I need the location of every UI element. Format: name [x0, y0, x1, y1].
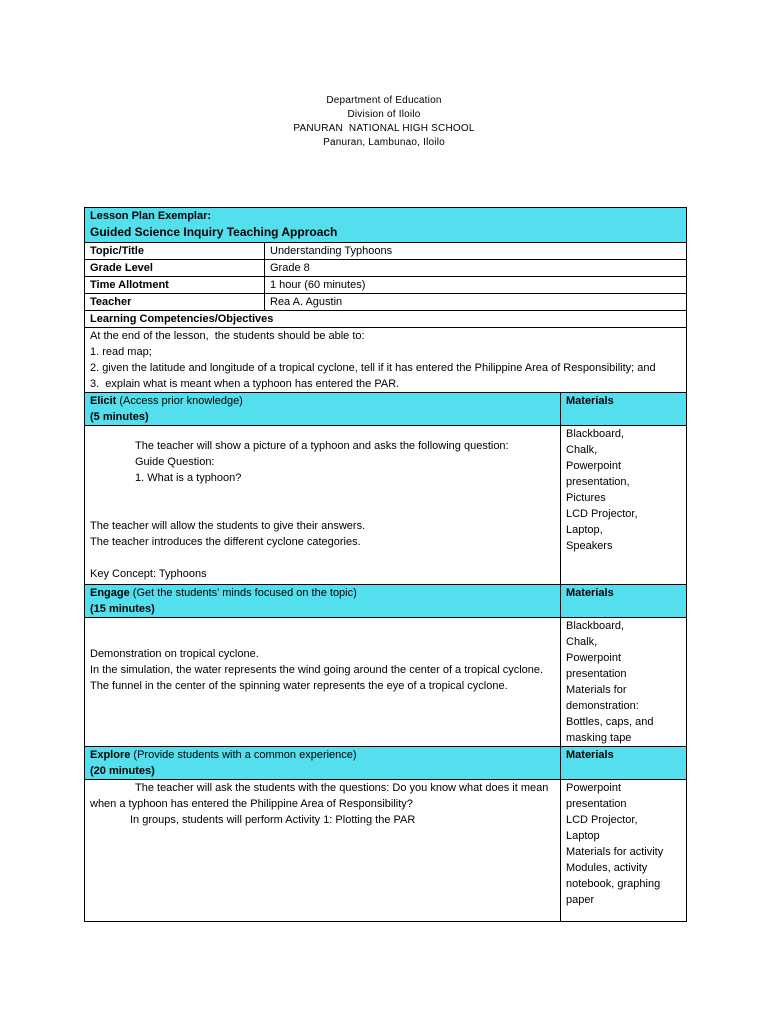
plan-title-cell — [85, 208, 687, 243]
engage-materials-list — [561, 618, 687, 747]
explore-body — [85, 780, 561, 922]
time-value: 1 hour (60 minutes) — [265, 277, 687, 294]
explore-line-1: The teacher will ask the students with the questions: Do you know what does it mean when a typhoon has entered the Philippine Area of Responsibility? — [90, 782, 549, 810]
engage-material: masking tape — [566, 732, 632, 744]
engage-materials-label: Materials — [561, 585, 687, 618]
explore-heading: Explore — [90, 749, 131, 761]
objective-item-3: 3. explain what is meant when a typhoon has entered the PAR. — [90, 378, 400, 390]
explore-heading-cell — [85, 747, 561, 780]
engage-material: Materials for — [566, 684, 627, 696]
elicit-body — [85, 426, 561, 585]
objective-item-2: 2. given the latitude and longitude of a tropical cyclone, tell if it has entered the Philippine Area of Responsibility; and — [90, 362, 656, 374]
engage-material: demonstration: — [566, 700, 639, 712]
objectives-intro: At the end of the lesson, the students should be able to: — [90, 330, 365, 342]
elicit-duration: (5 minutes) — [90, 411, 149, 423]
objectives-heading: Learning Competencies/Objectives — [85, 311, 687, 328]
topic-value: Understanding Typhoons — [265, 243, 687, 260]
elicit-material: LCD Projector, — [566, 508, 638, 520]
elicit-line-3: 1. What is a typhoon? — [135, 472, 242, 484]
explore-materials-list — [561, 780, 687, 922]
engage-heading-desc: (Get the students’ minds focused on the topic) — [129, 587, 357, 599]
explore-material: Modules, activity — [566, 862, 648, 874]
elicit-material: Chalk, — [566, 444, 598, 456]
time-label: Time Allotment — [85, 277, 265, 294]
explore-material: LCD Projector, — [566, 814, 638, 826]
elicit-material: Pictures — [566, 492, 606, 504]
elicit-material: presentation, — [566, 476, 630, 488]
elicit-material: Blackboard, — [566, 428, 625, 440]
document-header — [0, 94, 768, 150]
grade-value: Grade 8 — [265, 260, 687, 277]
teacher-label: Teacher — [85, 294, 265, 311]
engage-material: presentation — [566, 668, 627, 680]
header-school: PANURAN NATIONAL HIGH SCHOOL — [293, 123, 475, 134]
grade-label: Grade Level — [85, 260, 265, 277]
engage-body — [85, 618, 561, 747]
elicit-material: Laptop, — [566, 524, 603, 536]
elicit-line-1: The teacher will show a picture of a typhoon and asks the following question: — [135, 440, 509, 452]
elicit-material: Speakers — [566, 540, 613, 552]
header-department: Department of Education — [326, 95, 442, 106]
explore-material: Materials for activity — [566, 846, 664, 858]
explore-material: notebook, graphing — [566, 878, 661, 890]
explore-material: Laptop — [566, 830, 600, 842]
engage-material: Powerpoint — [566, 652, 622, 664]
header-division: Division of Iloilo — [347, 109, 421, 120]
elicit-heading-desc: (Access prior knowledge) — [116, 395, 243, 407]
engage-duration: (15 minutes) — [90, 603, 155, 615]
elicit-materials-list — [561, 426, 687, 585]
explore-material: presentation — [566, 798, 627, 810]
engage-heading: Engage — [90, 587, 130, 599]
elicit-material: Powerpoint — [566, 460, 622, 472]
explore-material: paper — [566, 894, 595, 906]
elicit-key-concept: Key Concept: Typhoons — [90, 568, 207, 580]
explore-duration: (20 minutes) — [90, 765, 155, 777]
row-time — [85, 277, 687, 294]
explore-heading-desc: (Provide students with a common experience) — [130, 749, 357, 761]
elicit-heading: Elicit — [90, 395, 117, 407]
engage-line-3: The funnel in the center of the spinning water represents the eye of a tropical cyclone. — [90, 680, 508, 692]
row-topic — [85, 243, 687, 260]
plan-title-line2: Guided Science Inquiry Teaching Approach — [90, 225, 338, 239]
explore-materials-label: Materials — [561, 747, 687, 780]
objectives-body — [85, 328, 687, 393]
elicit-line-2: Guide Question: — [135, 456, 215, 468]
lesson-plan-table — [84, 207, 687, 922]
topic-label: Topic/Title — [85, 243, 265, 260]
row-grade — [85, 260, 687, 277]
teacher-value: Rea A. Agustin — [265, 294, 687, 311]
elicit-line-5: The teacher introduces the different cyclone categories. — [90, 536, 361, 548]
header-address: Panuran, Lambunao, Iloilo — [323, 137, 445, 148]
objective-item-1: 1. read map; — [90, 346, 152, 358]
engage-material: Blackboard, — [566, 620, 625, 632]
row-teacher — [85, 294, 687, 311]
plan-title-line1: Lesson Plan Exemplar: — [90, 210, 212, 222]
engage-material: Chalk, — [566, 636, 598, 648]
elicit-heading-cell — [85, 393, 561, 426]
elicit-materials-label: Materials — [561, 393, 687, 426]
engage-line-2: In the simulation, the water represents the wind going around the center of a tropical cyclone. — [90, 664, 544, 676]
explore-line-2: In groups, students will perform Activity 1: Plotting the PAR — [130, 814, 416, 826]
elicit-line-4: The teacher will allow the students to give their answers. — [90, 520, 366, 532]
engage-heading-cell — [85, 585, 561, 618]
explore-material: Powerpoint — [566, 782, 622, 794]
engage-material: Bottles, caps, and — [566, 716, 654, 728]
engage-line-1: Demonstration on tropical cyclone. — [90, 648, 259, 660]
